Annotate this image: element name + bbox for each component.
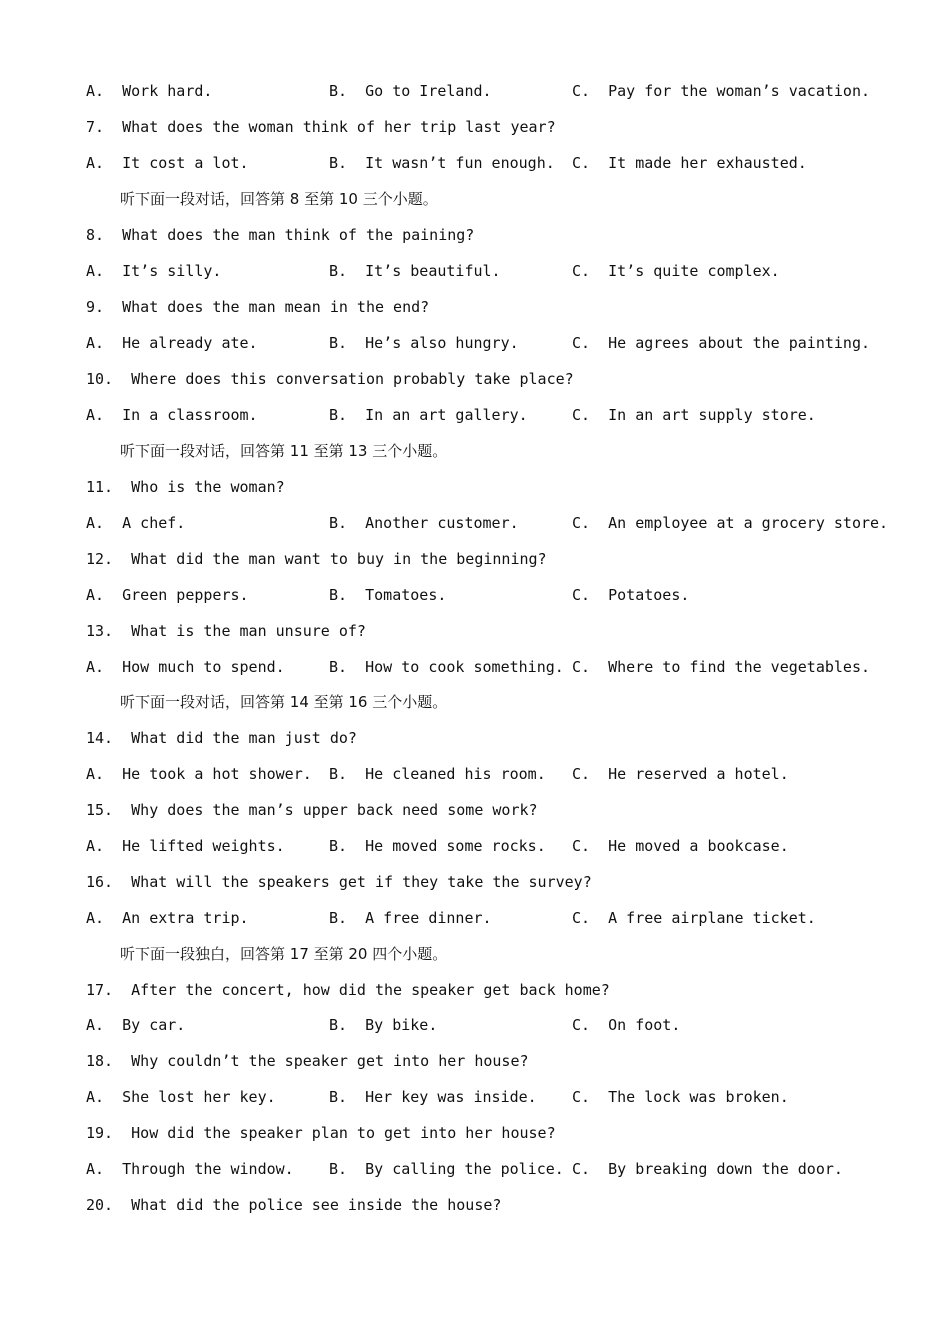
option-a: A. Work hard. [86,82,213,100]
option-c: C. By breaking down the door. [572,1160,843,1178]
option-c: C. Pay for the woman’s vacation. [572,82,871,100]
option-b: B. By bike. [329,1016,438,1034]
option-a: A. He took a hot shower. [86,765,312,783]
question-10: 10. Where does this conversation probably take place? [86,370,574,388]
options-row-q6 [86,80,886,102]
option-a: A. How much to spend. [86,658,285,676]
question-15: 15. Why does the man’s upper back need some work? [86,801,538,819]
option-c: C. On foot. [572,1016,681,1034]
option-a: A. Through the window. [86,1160,294,1178]
options-row-q18 [86,1086,886,1108]
option-c: C. Where to find the vegetables. [572,658,871,676]
option-a: A. In a classroom. [86,406,258,424]
option-c: C. It made her exhausted. [572,154,807,172]
option-c: C. A free airplane ticket. [572,909,816,927]
option-a: A. It cost a lot. [86,154,249,172]
option-c: C. It’s quite complex. [572,262,780,280]
question-18: 18. Why couldn’t the speaker get into her house? [86,1052,529,1070]
options-row-q19 [86,1158,886,1180]
option-c: C. He agrees about the painting. [572,334,871,352]
section-heading-17-20: 听下面一段独白，回答第 17 至第 20 四个小题。 [120,945,448,963]
option-b: B. He’s also hungry. [329,334,519,352]
options-row-q14 [86,763,886,785]
option-a: A. It’s silly. [86,262,222,280]
option-b: B. Go to Ireland. [329,82,492,100]
options-row-q15 [86,835,886,857]
options-row-q9 [86,332,886,354]
section-heading-8-10: 听下面一段对话，回答第 8 至第 10 三个小题。 [120,190,438,208]
question-14: 14. What did the man just do? [86,729,357,747]
options-row-q8 [86,260,886,282]
options-row-q7 [86,152,886,174]
option-a: A. He lifted weights. [86,837,285,855]
options-row-q10 [86,404,886,426]
question-9: 9. What does the man mean in the end? [86,298,430,316]
section-heading-11-13: 听下面一段对话，回答第 11 至第 13 三个小题。 [120,442,448,460]
option-b: B. It wasn’t fun enough. [329,154,555,172]
option-b: B. How to cook something. [329,658,564,676]
option-c: C. He reserved a hotel. [572,765,789,783]
option-b: B. In an art gallery. [329,406,528,424]
option-a: A. She lost her key. [86,1088,276,1106]
option-b: B. A free dinner. [329,909,492,927]
option-a: A. By car. [86,1016,186,1034]
question-12: 12. What did the man want to buy in the beginning? [86,550,547,568]
option-a: A. He already ate. [86,334,258,352]
option-b: B. Another customer. [329,514,519,532]
option-b: B. He moved some rocks. [329,837,546,855]
option-c: C. He moved a bookcase. [572,837,789,855]
option-c: C. The lock was broken. [572,1088,789,1106]
options-row-q16 [86,907,886,929]
options-row-q17 [86,1014,886,1036]
question-13: 13. What is the man unsure of? [86,622,366,640]
option-b: B. It’s beautiful. [329,262,501,280]
question-19: 19. How did the speaker plan to get into her house? [86,1124,556,1142]
option-b: B. He cleaned his room. [329,765,546,783]
question-7: 7. What does the woman think of her trip last year? [86,118,556,136]
options-row-q13 [86,656,886,678]
option-a: A. A chef. [86,514,186,532]
options-row-q11 [86,512,889,534]
option-c: C. Potatoes. [572,586,690,604]
option-c: C. An employee at a grocery store. [572,514,889,532]
question-17: 17. After the concert, how did the speaker get back home? [86,981,610,999]
section-heading-14-16: 听下面一段对话，回答第 14 至第 16 三个小题。 [120,693,448,711]
option-a: A. Green peppers. [86,586,249,604]
question-11: 11. Who is the woman? [86,478,285,496]
question-20: 20. What did the police see inside the house? [86,1196,502,1214]
option-c: C. In an art supply store. [572,406,816,424]
question-16: 16. What will the speakers get if they take the survey? [86,873,592,891]
option-b: B. Tomatoes. [329,586,447,604]
question-8: 8. What does the man think of the paining? [86,226,475,244]
option-b: B. Her key was inside. [329,1088,537,1106]
option-a: A. An extra trip. [86,909,249,927]
option-b: B. By calling the police. [329,1160,564,1178]
options-row-q12 [86,584,886,606]
